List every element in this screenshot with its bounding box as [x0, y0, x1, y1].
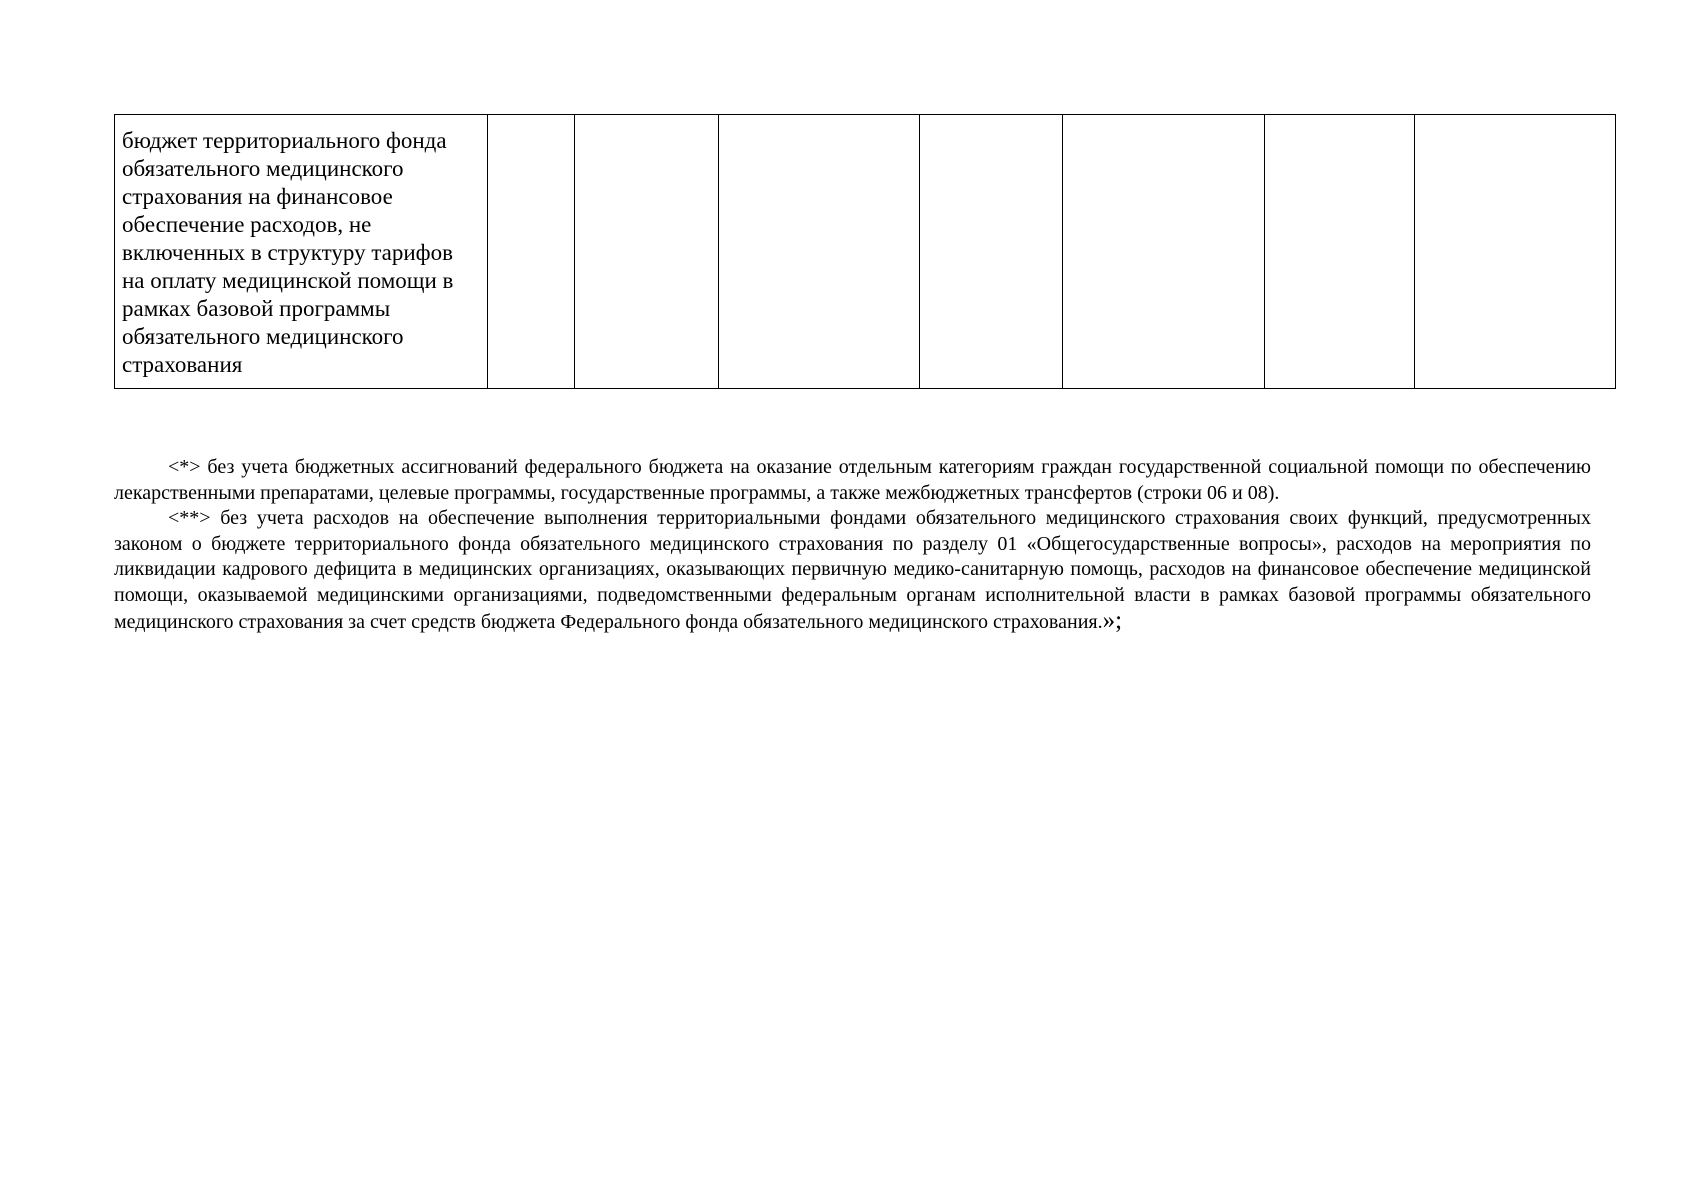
row-label-cell: бюджет территориального фонда обязательного медицинского страхования на финансовое обеспечение расходов, не включенных в структуру тарифов на оплату медицинской помощи в рамках базовой программы обязательного медицинского страхования	[115, 115, 488, 389]
table-cell	[1265, 115, 1415, 389]
table-cell	[1415, 115, 1616, 389]
table-cell	[488, 115, 575, 389]
footnotes	[114, 455, 1591, 636]
footnote-2-text: <**> без учета расходов на обеспечение выполнения территориальными фондами обязательного медицинского страхования своих функций, предусмотренных законом о бюджете территориального фонда обязательного медицинского страхования по разделу 01 «Общегосударственные вопросы», расходов на мероприятия по ликвидации кадрового дефицита в медицинских организациях, оказывающих первичную медико-санитарную помощь, расходов на финансовое обеспечение медицинской помощи, оказываемой медицинскими организациями, подведомственными федеральным органам исполнительной власти в рамках базовой программы обязательного медицинского страхования за счет средств бюджета Федерального фонда обязательного медицинского страхования.	[114, 507, 1591, 633]
table-cell	[920, 115, 1063, 389]
footnote-2	[114, 506, 1591, 636]
budget-table	[114, 114, 1616, 389]
table-cell	[719, 115, 920, 389]
table-row	[115, 115, 1616, 389]
closing-quote: »;	[1102, 607, 1123, 634]
footnote-1: <*> без учета бюджетных ассигнований федерального бюджета на оказание отдельным категориям граждан государственной социальной помощи по обеспечению лекарственными препаратами, целевые программы, государственные программы, а также межбюджетных трансфертов (строки 06 и 08).	[114, 456, 1591, 504]
table-cell	[1063, 115, 1265, 389]
table-cell	[575, 115, 719, 389]
